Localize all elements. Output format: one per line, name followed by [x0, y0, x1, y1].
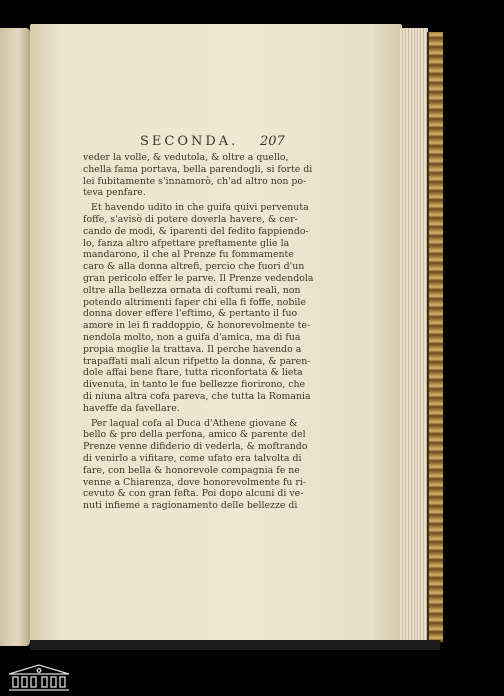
- text-line: dole affai bene ftare, tutta riconfortata & lieta: [83, 367, 303, 379]
- library-building-icon: [6, 662, 72, 692]
- text-line: divenuta, in tanto le fue bellezze fiorirono, che: [83, 379, 306, 391]
- text-line: cevuto & con gran fefta. Poi dopo alcuni di ve-: [83, 488, 304, 500]
- text-line: venne a Chiarenza, dove honorevolmente fu ri-: [83, 476, 307, 488]
- text-line: teva penfare.: [83, 187, 146, 199]
- text-line: bello & pro della perfona, amico & parente del: [83, 429, 306, 441]
- text-line: chella fama portava, bella parendogli, si forte di: [83, 163, 313, 175]
- text-line: potendo altrimenti faper chi ella fi foffe, nobile: [83, 296, 306, 308]
- text-line: foffe, s'avisò di potere doverla havere, & cer-: [83, 213, 298, 225]
- text-line: di niuna altra cofa pareva, che tutta la Romania: [83, 390, 311, 402]
- text-line: gran pericolo effer le parve. Il Prenze vedendola: [83, 272, 314, 284]
- text-line: di venirlo a vifitare, come ufato era talvolta di: [83, 452, 302, 464]
- paragraph: [83, 202, 314, 414]
- text-line: lo, fanza altro afpettare preftamente glie la: [83, 237, 290, 249]
- facing-page-edge: [0, 28, 30, 646]
- scan-footer-bar: [0, 662, 504, 696]
- page-bottom-shadow: [30, 640, 440, 650]
- running-title: SECONDA.: [140, 134, 239, 149]
- gilt-fore-edge: [427, 32, 443, 642]
- running-header: [140, 134, 300, 150]
- text-line: nuti infieme a ragionamento delle bellezze di: [83, 500, 298, 512]
- text-line: caro & alla donna altrefi, percio che fuori d'un: [83, 261, 305, 273]
- text-line: Prenze venne difiderio di vederla, & moftrando: [83, 441, 308, 453]
- page-block-edges: [400, 28, 428, 640]
- text-line: oltre alla bellezza ornata di coftumi reali, non: [83, 284, 301, 296]
- paragraph: [83, 417, 308, 512]
- text-line: haveffe da favellare.: [83, 402, 180, 414]
- text-line: veder la volle, & vedutola, & oltre a quello,: [83, 152, 289, 163]
- paragraph: [83, 152, 313, 199]
- text-line: donna dover effere l'eftimo, & pertanto il fuo: [83, 308, 298, 320]
- text-line: nendola molto, non a guifa d'amica, ma di fua: [83, 331, 301, 343]
- body-text: [83, 152, 314, 515]
- page-number: 207: [260, 134, 285, 149]
- text-line: propia moglie la trattava. Il perche havendo a: [83, 343, 302, 355]
- text-line: amore in lei fi raddoppio, & honorevolmente te-: [83, 320, 311, 332]
- text-line: fare, con bella & honorevole compagnia fe ne: [83, 464, 300, 476]
- text-line: Et havendo udito in che guifa quivi pervenuta: [91, 202, 309, 214]
- text-line: cando de modi, & iparenti del fedito fappiendo-: [83, 225, 309, 237]
- text-line: trapaffati mali alcun rifpetto la donna, & paren-: [83, 355, 311, 367]
- text-line: Per laqual cofa al Duca d'Athene giovane &: [91, 417, 298, 429]
- text-line: lei fubitamente s'innamorò, ch'ad altro non po-: [83, 175, 307, 187]
- text-line: mandarono, il che al Prenze fu fommamente: [83, 249, 294, 261]
